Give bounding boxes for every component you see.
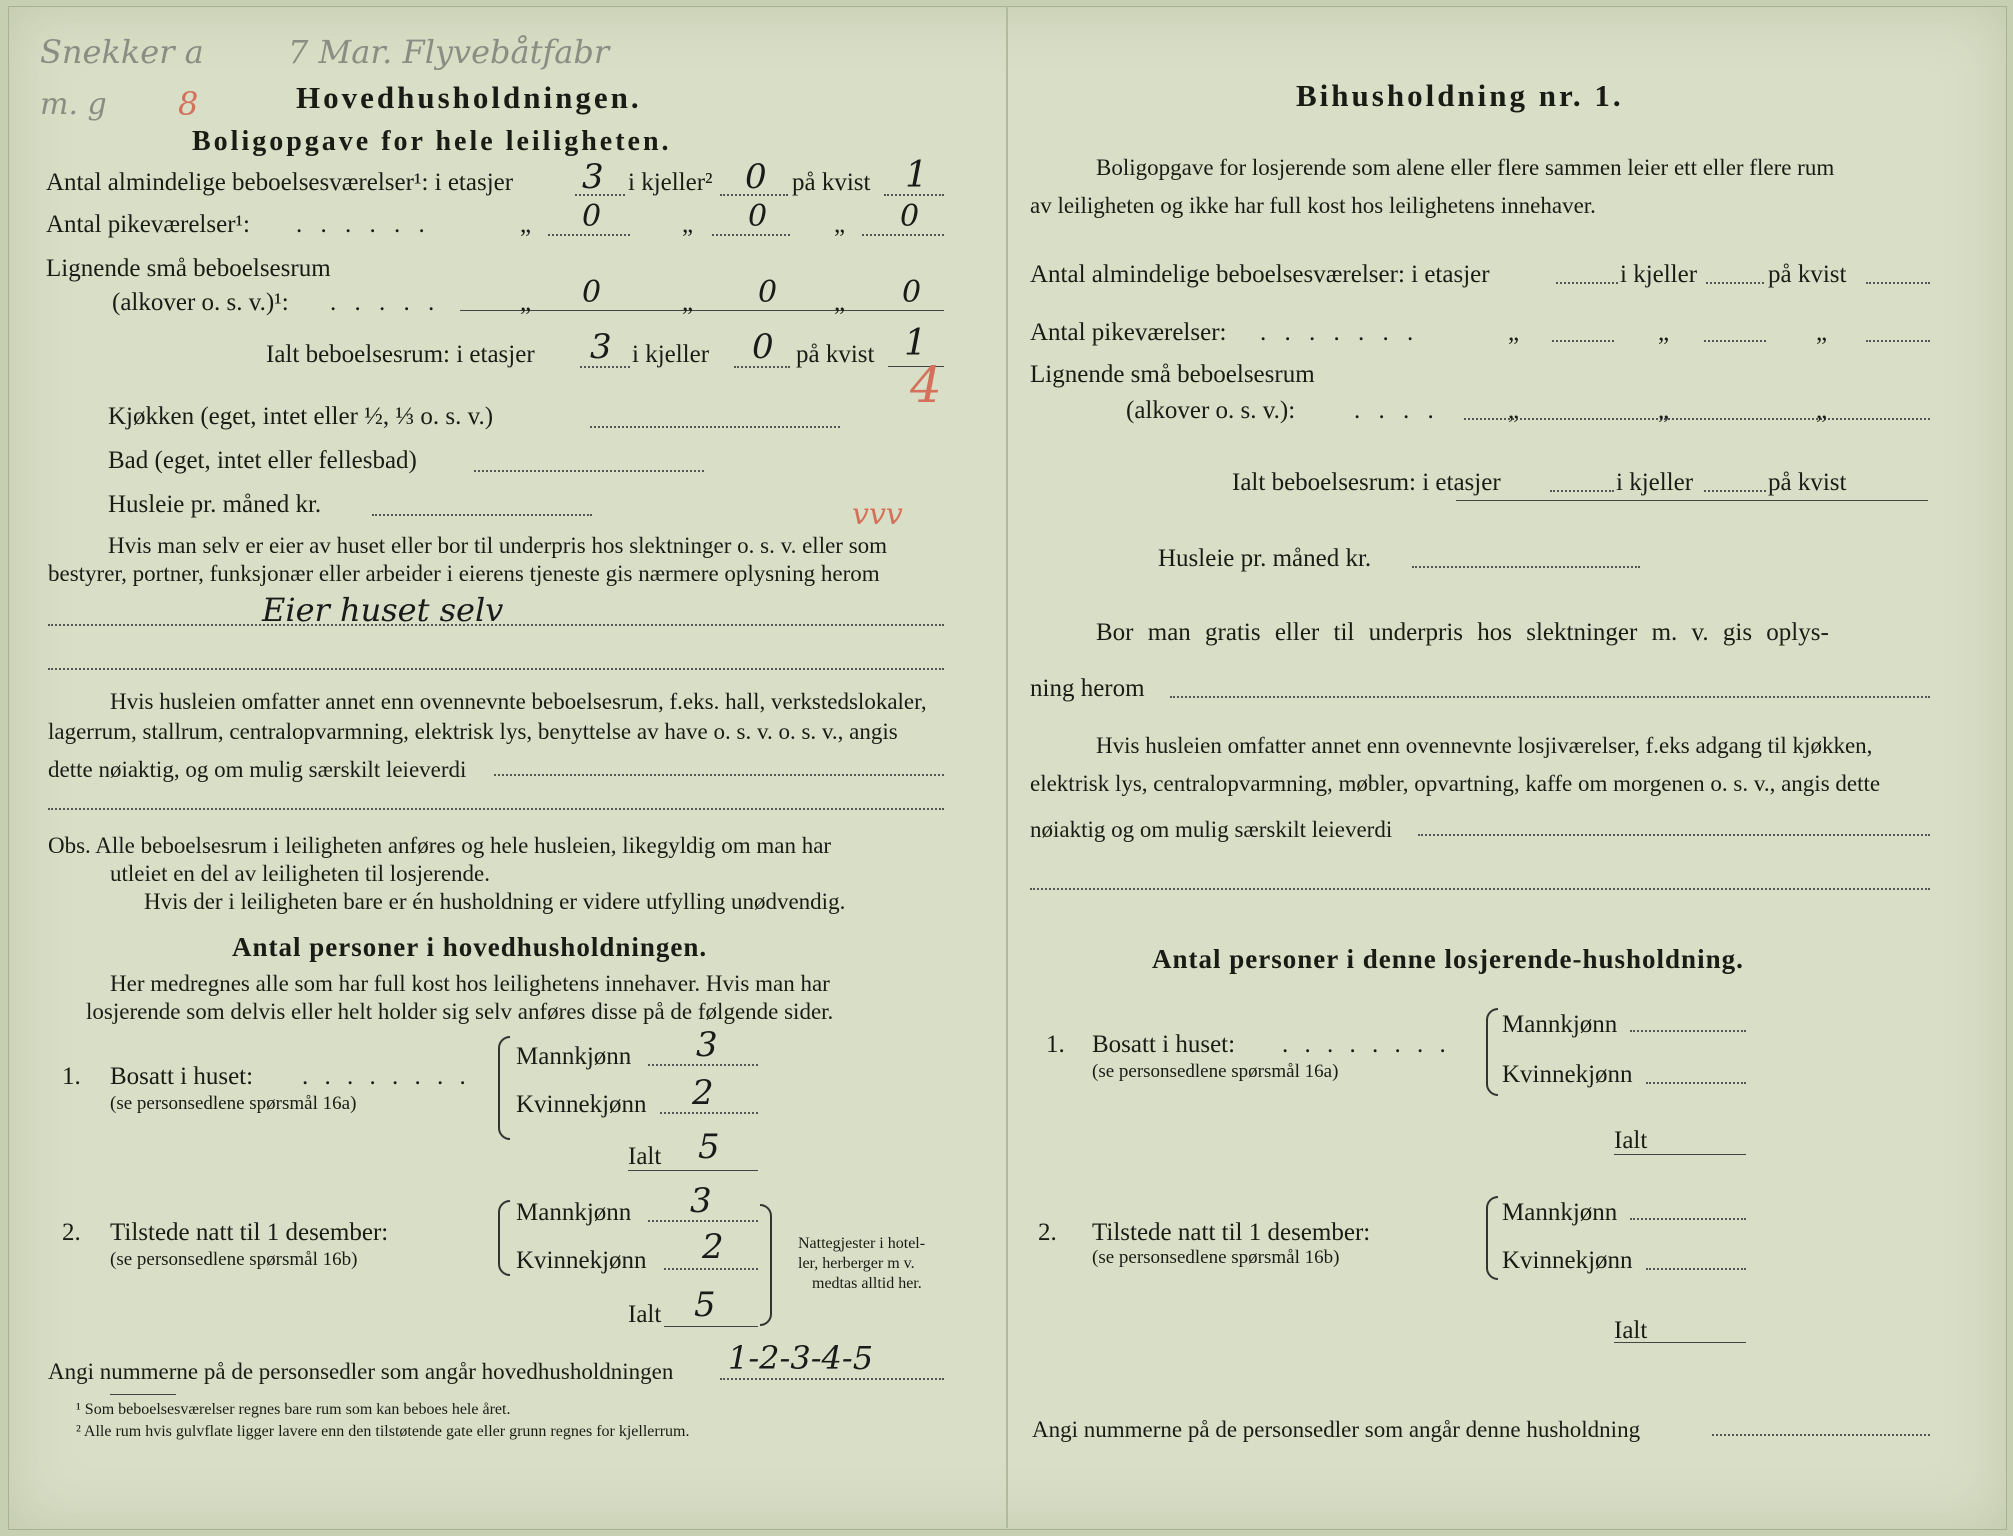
right-title: Bihusholdning nr. 1.: [1296, 78, 1624, 113]
right-row2-dots: . . . . . . .: [1260, 319, 1420, 346]
row2-line-3: [862, 234, 944, 236]
footnote-rule: [110, 1394, 176, 1395]
right-row3-ditto-1: „: [1508, 397, 1520, 424]
row1-kvist-value[interactable]: 1: [905, 155, 928, 196]
page-fold: [1006, 6, 1008, 1528]
right-angi-label: Angi nummerne på de personsedler som angår denne husholdning: [1032, 1417, 1641, 1442]
left-title: Hovedhusholdningen.: [296, 80, 642, 115]
right-tilstede-ialt-line: [1614, 1342, 1746, 1343]
row3-dots: . . . . .: [330, 289, 441, 316]
right-row2-ditto-3: „: [1816, 319, 1828, 346]
left-tilstede-num: 2.: [62, 1219, 81, 1246]
left-omf-1: Hvis husleien omfatter annet enn ovennevnte beboelsesrum, f.eks. hall, verkstedslokaler,: [110, 689, 927, 714]
left-tilstede-sub: (se personsedlene spørsmål 16b): [110, 1249, 358, 1270]
right-husleie-line: [1412, 566, 1640, 568]
obs-3: Hvis der i leiligheten bare er én husholdning er videre utfylling unødvendig.: [144, 889, 846, 914]
row2-kvist-value[interactable]: 0: [900, 199, 920, 234]
eier-line-1: [48, 624, 944, 626]
husleie-label: Husleie pr. måned kr.: [108, 491, 322, 518]
right-gratis-2: ning herom: [1030, 675, 1145, 702]
row2-dots: . . . . . .: [296, 211, 431, 238]
right-tilstede-kvinne-label: Kvinnekjønn: [1502, 1247, 1633, 1274]
eier-handwritten[interactable]: Eier huset selv: [262, 591, 504, 629]
right-row2-line-3: [1866, 340, 1930, 342]
right-row3-label-2: (alkover o. s. v.):: [1126, 397, 1296, 424]
row3-label-2: (alkover o. s. v.)¹:: [112, 289, 289, 316]
right-row2-line-2: [1704, 340, 1766, 342]
left-bosatt-ialt-line: [628, 1170, 758, 1171]
left-bosatt-brace: [498, 1036, 510, 1140]
left-angi-value[interactable]: 1-2-3-4-5: [728, 1339, 874, 1377]
right-row2-line-1: [1552, 340, 1614, 342]
row1-kvist-label: på kvist: [792, 169, 871, 196]
row4-kvist-label: på kvist: [796, 341, 875, 368]
row3-ditto-2: „: [682, 289, 694, 316]
kjokken-label: Kjøkken (eget, intet eller ½, ⅓ o. s. v.): [108, 403, 494, 430]
right-bosatt-num: 1.: [1046, 1031, 1065, 1058]
row2-ditto-2: „: [682, 211, 694, 238]
right-tilstede-brace: [1486, 1196, 1498, 1280]
right-row3-label-1: Lignende små beboelsesrum: [1030, 361, 1315, 388]
left-tilstede-brace: [498, 1200, 510, 1276]
left-tilstede-kvinne-value[interactable]: 2: [702, 1227, 724, 1267]
right-row4-kjeller: i kjeller: [1616, 469, 1694, 496]
right-row1-kjeller: i kjeller: [1620, 261, 1698, 288]
right-bosatt-sub: (se personsedlene spørsmål 16a): [1092, 1061, 1339, 1082]
nattegjester-note-1: Nattegjester i hotel-: [798, 1235, 926, 1252]
kjokken-line: [590, 426, 840, 428]
right-row1-line-1: [1556, 282, 1618, 284]
right-bosatt-mann-line: [1630, 1030, 1746, 1032]
right-row2-ditto-1: „: [1508, 319, 1520, 346]
right-omf-line-2: [1030, 888, 1930, 890]
footnote-1: ¹ Som beboelsesværelser regnes bare rum som kan beboes hele året.: [76, 1401, 511, 1418]
left-tilstede-mann-label: Mannkjønn: [516, 1199, 632, 1226]
right-tilstede-ialt-label: Ialt: [1614, 1317, 1648, 1344]
red-mark-4: 4: [910, 356, 942, 414]
pencil-note-occupation: Snekker a: [40, 33, 204, 71]
right-row3-line: [1464, 418, 1930, 420]
row4-etasjer-value[interactable]: 3: [590, 327, 612, 367]
right-bosatt-brace: [1486, 1008, 1498, 1096]
red-mark-vvv: vvv: [852, 497, 903, 532]
row2-kjeller-value[interactable]: 0: [748, 199, 768, 234]
obs-2: utleiet en del av leiligheten til losjerende.: [110, 861, 491, 886]
right-row4-line-2: [1704, 490, 1766, 492]
right-omf-3: nøiaktig og om mulig særskilt leieverdi: [1030, 817, 1393, 842]
left-tilstede-right-brace: [760, 1204, 772, 1326]
row2-line-1: [548, 234, 630, 236]
right-intro-2: av leiligheten og ikke har full kost hos leilighetens innehaver.: [1030, 193, 1596, 218]
row4-kjeller-value[interactable]: 0: [752, 327, 774, 367]
nattegjester-note-2: ler, herberger m v.: [798, 1255, 915, 1272]
left-bosatt-mann-value[interactable]: 3: [696, 1025, 718, 1065]
eier-line-2: [48, 668, 944, 670]
left-tilstede-ialt-label: Ialt: [628, 1301, 662, 1328]
left-omf-3: dette nøiaktig, og om mulig særskilt leieverdi: [48, 757, 467, 782]
left-tilstede-mann-value[interactable]: 3: [690, 1181, 712, 1221]
obs-1: Obs. Alle beboelsesrum i leiligheten anføres og hele husleien, likegyldig om man har: [48, 833, 832, 858]
left-antal-1: Her medregnes alle som har full kost hos leilighetens innehaver. Hvis man har: [110, 971, 830, 996]
row2-label: Antal pikeværelser¹:: [46, 211, 250, 238]
right-row1-line-2: [1706, 282, 1764, 284]
right-gratis-1: Bor man gratis eller til underpris hos slektninger m. v. gis oplys-: [1096, 619, 1829, 646]
eier-text-1: Hvis man selv er eier av huset eller bor til underpris hos slektninger o. s. v. eller som: [108, 533, 888, 558]
right-tilstede-kvinne-line: [1646, 1268, 1746, 1270]
left-bosatt-ialt-value[interactable]: 5: [698, 1127, 720, 1167]
right-row1-kvist: på kvist: [1768, 261, 1847, 288]
left-angi-label: Angi nummerne på de personsedler som angår hovedhusholdningen: [48, 1359, 674, 1384]
right-omf-2: elektrisk lys, centralopvarmning, møbler, opvartning, kaffe om morgenen o. s. v., angis dette: [1030, 771, 1881, 796]
left-antal-title: Antal personer i hovedhusholdningen.: [232, 932, 708, 962]
left-angi-line: [720, 1378, 944, 1380]
right-tilstede-mann-label: Mannkjønn: [1502, 1199, 1618, 1226]
right-bosatt-kvinne-line: [1646, 1082, 1746, 1084]
left-tilstede-ialt-line: [664, 1326, 758, 1327]
row4-kvist-value[interactable]: 1: [904, 323, 927, 364]
row2-ditto-1: „: [520, 211, 532, 238]
right-row3-ditto-2: „: [1658, 397, 1670, 424]
row2-etasjer-value[interactable]: 0: [582, 199, 602, 234]
right-row4-line-1: [1550, 490, 1614, 492]
row4-label: Ialt beboelsesrum: i etasjer: [266, 341, 535, 368]
left-bosatt-sub: (se personsedlene spørsmål 16a): [110, 1093, 357, 1114]
right-row1-line-3: [1866, 282, 1930, 284]
right-row3-ditto-3: „: [1816, 397, 1828, 424]
left-bosatt-ialt-label: Ialt: [628, 1143, 662, 1170]
row3-ditto-3: „: [834, 289, 846, 316]
row3-ditto-1: „: [520, 289, 532, 316]
right-row4-underline: [1456, 500, 1928, 501]
left-tilstede-kvinne-line: [664, 1268, 758, 1270]
right-antal-title: Antal personer i denne losjerende-husholdning.: [1152, 944, 1744, 974]
left-bosatt-dots: . . . . . . . .: [302, 1063, 471, 1090]
left-omf-2: lagerrum, stallrum, centralopvarmning, elektrisk lys, benyttelse av have o. s. v. o. s. v., angis: [48, 719, 898, 744]
right-bosatt-dots: . . . . . . . .: [1282, 1031, 1451, 1058]
row1-label: Antal almindelige beboelsesværelser¹: i etasjer: [46, 169, 514, 196]
right-row1-label: Antal almindelige beboelsesværelser: i etasjer: [1030, 261, 1490, 288]
right-tilstede-label: Tilstede natt til 1 desember:: [1092, 1219, 1371, 1246]
bad-label: Bad (eget, intet eller fellesbad): [108, 447, 417, 474]
left-subtitle: Boligopgave for hele leiligheten.: [192, 126, 672, 157]
husleie-line: [372, 514, 592, 516]
row3-kvist-value[interactable]: 0: [902, 275, 922, 310]
pencil-note-status: m. g: [40, 87, 107, 122]
right-tilstede-mann-line: [1630, 1218, 1746, 1220]
left-tilstede-label: Tilstede natt til 1 desember:: [110, 1219, 389, 1246]
right-tilstede-sub: (se personsedlene spørsmål 16b): [1092, 1247, 1340, 1268]
right-husleie-label: Husleie pr. måned kr.: [1158, 545, 1372, 572]
right-row3-dots: . . . .: [1354, 397, 1440, 424]
left-bosatt-kvinne-value[interactable]: 2: [692, 1073, 714, 1113]
right-bosatt-mann-label: Mannkjønn: [1502, 1011, 1618, 1038]
pencil-note-employer: 7 Mar. Flyvebåtfabr: [288, 33, 610, 71]
left-bosatt-mann-label: Mannkjønn: [516, 1043, 632, 1070]
right-row4-label: Ialt beboelsesrum: i etasjer: [1232, 469, 1501, 496]
row3-line: [460, 310, 944, 311]
row3-label-1: Lignende små beboelsesrum: [46, 255, 331, 282]
left-tilstede-kvinne-label: Kvinnekjønn: [516, 1247, 647, 1274]
row2-ditto-3: „: [834, 211, 846, 238]
row2-line-2: [712, 234, 790, 236]
right-bosatt-kvinne-label: Kvinnekjønn: [1502, 1061, 1633, 1088]
eier-text-2: bestyrer, portner, funksjonær eller arbeider i eierens tjeneste gis nærmere oplysning herom: [48, 561, 880, 586]
left-bosatt-kvinne-label: Kvinnekjønn: [516, 1091, 647, 1118]
red-mark-8: 8: [178, 85, 199, 123]
left-omf-line-1: [494, 774, 944, 776]
left-bosatt-label: Bosatt i huset:: [110, 1063, 254, 1090]
right-bosatt-ialt-label: Ialt: [1614, 1127, 1648, 1154]
nattegjester-note-3: medtas alltid her.: [812, 1275, 922, 1292]
footnote-2: ² Alle rum hvis gulvflate ligger lavere enn den tilstøtende gate eller grunn regnes for kjellerrum.: [76, 1423, 690, 1440]
row1-etasjer-value[interactable]: 3: [582, 157, 604, 197]
right-bosatt-ialt-line: [1614, 1154, 1746, 1155]
right-angi-line: [1712, 1434, 1930, 1436]
right-omf-1: Hvis husleien omfatter annet enn ovennevnte losjiværelser, f.eks adgang til kjøkken,: [1096, 733, 1873, 758]
left-antal-2: losjerende som delvis eller helt holder sig selv anføres disse på de følgende sider.: [86, 999, 834, 1024]
bad-line: [474, 470, 704, 472]
left-bosatt-num: 1.: [62, 1063, 81, 1090]
right-gratis-line: [1170, 696, 1930, 698]
right-row4-kvist: på kvist: [1768, 469, 1847, 496]
row4-kjeller-label: i kjeller: [632, 341, 710, 368]
left-omf-line-2: [48, 808, 944, 810]
right-row2-label: Antal pikeværelser:: [1030, 319, 1227, 346]
left-tilstede-ialt-value[interactable]: 5: [694, 1285, 716, 1325]
row1-kjeller-label: i kjeller²: [628, 169, 713, 196]
row3-etasjer-value[interactable]: 0: [582, 275, 602, 310]
right-intro-1: Boligopgave for losjerende som alene eller flere sammen leier ett eller flere rum: [1096, 155, 1835, 180]
right-bosatt-label: Bosatt i huset:: [1092, 1031, 1236, 1058]
right-row2-ditto-2: „: [1658, 319, 1670, 346]
row1-kjeller-value[interactable]: 0: [745, 157, 767, 197]
right-tilstede-num: 2.: [1038, 1219, 1057, 1246]
row3-kjeller-value[interactable]: 0: [758, 275, 778, 310]
right-omf-line-1: [1418, 834, 1930, 836]
